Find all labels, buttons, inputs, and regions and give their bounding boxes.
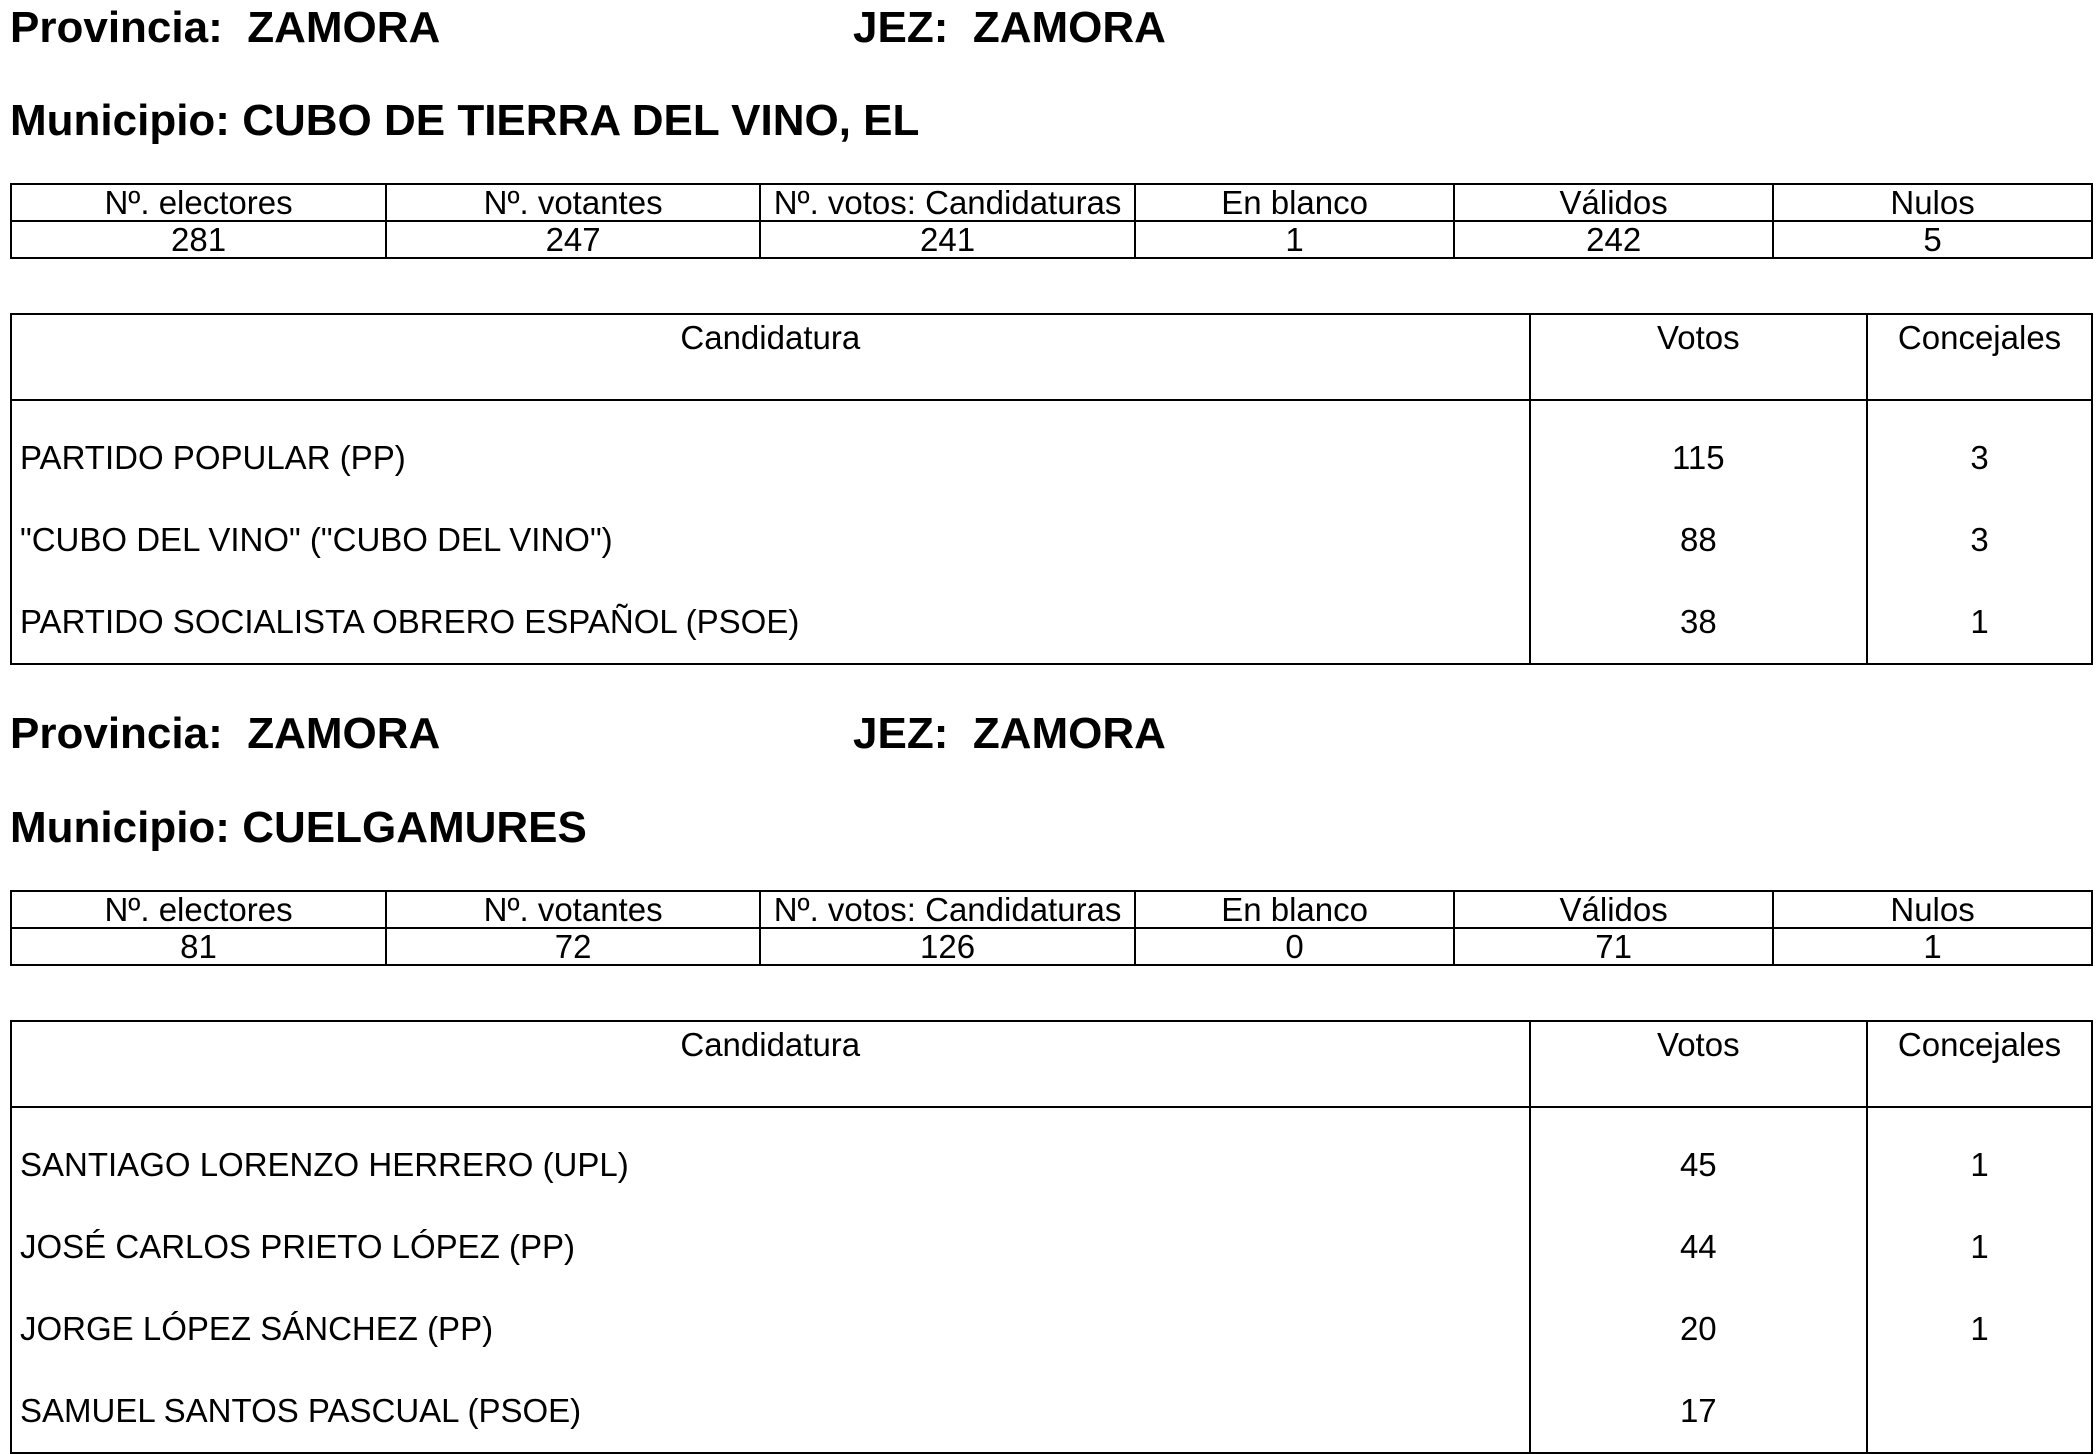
summary-header-row <box>11 184 2092 221</box>
candidates-table <box>10 1020 2093 1454</box>
summary-value-cell: 5 <box>1773 221 2092 258</box>
spacer-row <box>11 1107 2092 1124</box>
candidate-name: PARTIDO SOCIALISTA OBRERO ESPAÑOL (PSOE) <box>11 581 1530 664</box>
summary-value-cell: 241 <box>760 221 1135 258</box>
votos-header: Votos <box>1530 314 1868 400</box>
summary-table <box>10 890 2093 966</box>
candidate-concejales <box>1867 1370 2092 1453</box>
candidate-concejales: 1 <box>1867 581 2092 664</box>
summary-value-cell: 126 <box>760 928 1135 965</box>
spacer-row <box>11 400 2092 417</box>
summary-header-cell: Nº. votos: Candidaturas <box>760 891 1135 928</box>
candidate-name: JORGE LÓPEZ SÁNCHEZ (PP) <box>11 1288 1530 1370</box>
candidates-header-row <box>11 314 2092 400</box>
summary-header-cell: En blanco <box>1135 184 1454 221</box>
summary-header-cell: Nulos <box>1773 891 2092 928</box>
municipio-value: CUELGAMURES <box>242 803 587 852</box>
table-row <box>11 499 2092 581</box>
provincia-heading <box>10 709 441 758</box>
candidatura-header: Candidatura <box>11 314 1530 400</box>
jez-label: JEZ: <box>853 709 949 758</box>
municipio-label: Municipio: <box>10 803 230 852</box>
municipio-heading <box>10 96 920 145</box>
summary-header-cell: Nº. electores <box>11 184 386 221</box>
jez-heading <box>853 709 1166 758</box>
candidate-concejales: 3 <box>1867 417 2092 499</box>
provincia-heading <box>10 3 441 52</box>
municipio-label: Municipio: <box>10 96 230 145</box>
table-row <box>11 1370 2092 1453</box>
summary-header-row <box>11 891 2092 928</box>
candidate-concejales: 1 <box>1867 1206 2092 1288</box>
provincia-value: ZAMORA <box>247 709 441 758</box>
provincia-label: Provincia: <box>10 709 223 758</box>
candidate-concejales: 1 <box>1867 1124 2092 1206</box>
table-row <box>11 1288 2092 1370</box>
summary-value-row <box>11 221 2092 258</box>
candidate-name: SANTIAGO LORENZO HERRERO (UPL) <box>11 1124 1530 1206</box>
candidate-name: SAMUEL SANTOS PASCUAL (PSOE) <box>11 1370 1530 1453</box>
summary-value-cell: 81 <box>11 928 386 965</box>
candidates-header-row <box>11 1021 2092 1107</box>
candidate-votos: 44 <box>1530 1206 1868 1288</box>
table-row <box>11 581 2092 664</box>
concejales-header: Concejales <box>1867 1021 2092 1107</box>
jez-value: ZAMORA <box>972 709 1166 758</box>
candidate-votos: 115 <box>1530 417 1868 499</box>
provincia-label: Provincia: <box>10 3 223 52</box>
summary-header-cell: En blanco <box>1135 891 1454 928</box>
candidate-votos: 45 <box>1530 1124 1868 1206</box>
table-row <box>11 1206 2092 1288</box>
candidate-name: "CUBO DEL VINO" ("CUBO DEL VINO") <box>11 499 1530 581</box>
summary-value-cell: 242 <box>1454 221 1773 258</box>
summary-table <box>10 183 2093 259</box>
summary-header-cell: Válidos <box>1454 891 1773 928</box>
candidates-table <box>10 313 2093 665</box>
summary-value-cell: 1 <box>1135 221 1454 258</box>
table-row <box>11 1124 2092 1206</box>
municipio-heading <box>10 803 587 852</box>
summary-value-cell: 281 <box>11 221 386 258</box>
concejales-header: Concejales <box>1867 314 2092 400</box>
jez-label: JEZ: <box>853 3 949 52</box>
summary-header-cell: Nº. electores <box>11 891 386 928</box>
summary-value-cell: 72 <box>386 928 760 965</box>
candidatura-header: Candidatura <box>11 1021 1530 1107</box>
summary-value-cell: 71 <box>1454 928 1773 965</box>
candidate-votos: 20 <box>1530 1288 1868 1370</box>
candidate-concejales: 1 <box>1867 1288 2092 1370</box>
provincia-value: ZAMORA <box>247 3 441 52</box>
summary-value-cell: 0 <box>1135 928 1454 965</box>
table-row <box>11 417 2092 499</box>
candidate-name: PARTIDO POPULAR (PP) <box>11 417 1530 499</box>
candidate-votos: 17 <box>1530 1370 1868 1453</box>
candidate-votos: 38 <box>1530 581 1868 664</box>
summary-header-cell: Nº. votos: Candidaturas <box>760 184 1135 221</box>
jez-heading <box>853 3 1166 52</box>
votos-header: Votos <box>1530 1021 1868 1107</box>
summary-header-cell: Nulos <box>1773 184 2092 221</box>
municipio-value: CUBO DE TIERRA DEL VINO, EL <box>242 96 920 145</box>
candidate-concejales: 3 <box>1867 499 2092 581</box>
summary-header-cell: Válidos <box>1454 184 1773 221</box>
summary-header-cell: Nº. votantes <box>386 891 760 928</box>
summary-value-cell: 1 <box>1773 928 2092 965</box>
candidate-name: JOSÉ CARLOS PRIETO LÓPEZ (PP) <box>11 1206 1530 1288</box>
candidate-votos: 88 <box>1530 499 1868 581</box>
jez-value: ZAMORA <box>972 3 1166 52</box>
summary-header-cell: Nº. votantes <box>386 184 760 221</box>
summary-value-row <box>11 928 2092 965</box>
summary-value-cell: 247 <box>386 221 760 258</box>
